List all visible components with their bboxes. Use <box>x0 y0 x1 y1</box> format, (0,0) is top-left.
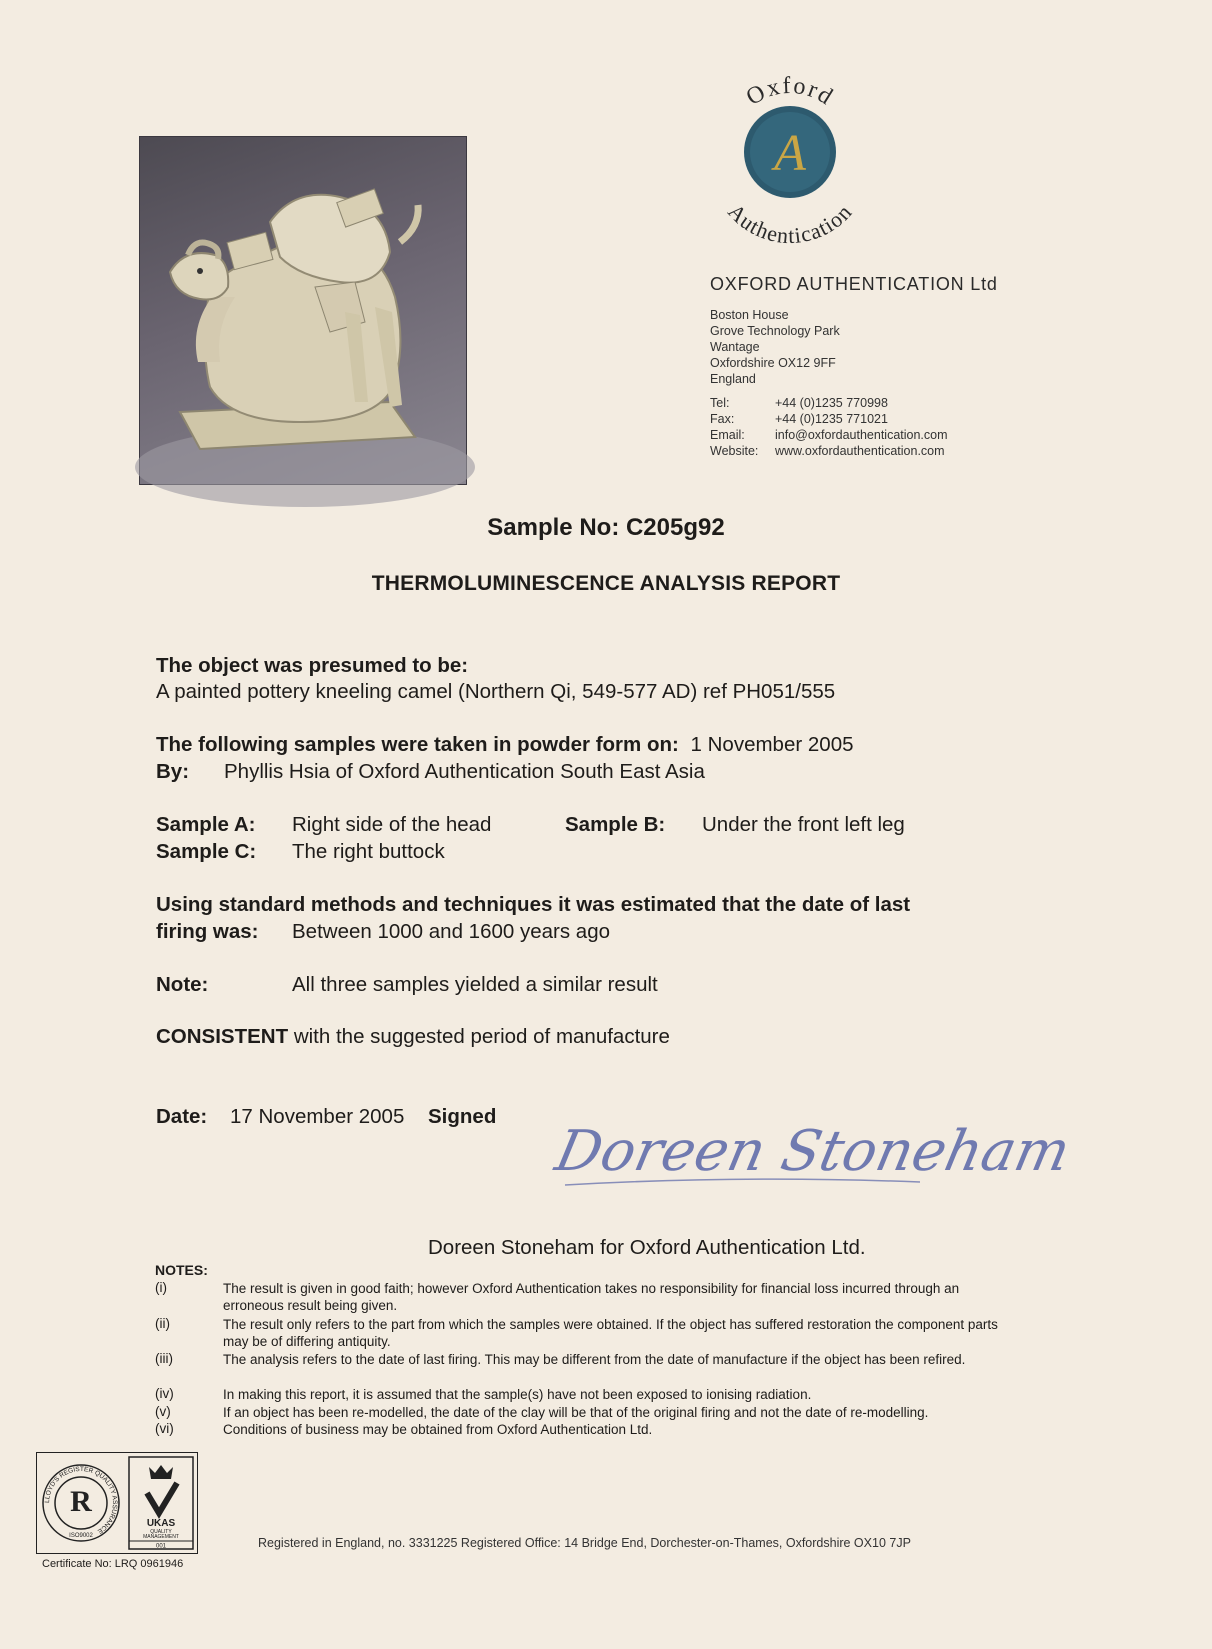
note-text: If an object has been re-modelled, the date of the clay will be that of the original firing and not the date of re-modelling. <box>223 1405 929 1420</box>
note-text: The result only refers to the part from which the samples were obtained. If the object has suffered restoration the component parts may be of differing antiquity. <box>223 1317 998 1349</box>
address-line: England <box>710 372 756 386</box>
tel-value: +44 (0)1235 770998 <box>775 396 888 410</box>
consistent-rest: with the suggested period of manufacture <box>293 1025 670 1048</box>
by-label: By: <box>156 760 190 783</box>
estimate-value: Between 1000 and 1600 years ago <box>292 920 611 943</box>
note-number: (ii) <box>155 1316 170 1331</box>
note-text: In making this report, it is assumed that the sample(s) have not been exposed to ionising radiation. <box>223 1387 812 1402</box>
oxford-authentication-logo <box>690 68 890 248</box>
website-value: www.oxfordauthentication.com <box>775 444 945 458</box>
estimate-label: firing was: <box>156 920 259 943</box>
svg-text:LLOYD'S REGISTER QUALITY ASSUR: LLOYD'S REGISTER QUALITY ASSURANCE <box>43 1465 119 1535</box>
note-number: (iii) <box>155 1351 173 1366</box>
notes-heading: NOTES: <box>155 1262 208 1278</box>
sample-a-label: Sample A: <box>156 813 256 836</box>
samples-taken-label: The following samples were taken in powder form on: <box>156 733 679 756</box>
note-number: (iv) <box>155 1386 174 1401</box>
registered-office: Registered in England, no. 3331225 Registered Office: 14 Bridge End, Dorchester-on-Thames, Oxfordshire OX10 7JP <box>258 1536 911 1550</box>
certification-logos <box>36 1452 198 1554</box>
presumed-label: The object was presumed to be: <box>156 654 469 677</box>
note-text: The result is given in good faith; however Oxford Authentication takes no responsibility for financial loss incurred through an erroneous result being given. <box>223 1281 960 1313</box>
consistent-line <box>156 1025 670 1049</box>
by-value: Phyllis Hsia of Oxford Authentication South East Asia <box>224 760 705 783</box>
presumed-value: A painted pottery kneeling camel (Northern Qi, 549-577 AD) ref PH051/555 <box>156 680 836 703</box>
lrqa-ukas-seals <box>37 1453 197 1553</box>
signer-name: Doreen Stoneham for Oxford Authentication Ltd. <box>428 1236 866 1259</box>
date-value: 17 November 2005 <box>230 1105 405 1128</box>
svg-text:QUALITY: QUALITY <box>150 1529 172 1535</box>
company-name: OXFORD AUTHENTICATION Ltd <box>710 274 998 294</box>
fax-value: +44 (0)1235 771021 <box>775 412 888 426</box>
note-text: Conditions of business may be obtained from Oxford Authentication Ltd. <box>223 1422 653 1437</box>
note-text: The analysis refers to the date of last firing. This may be different from the date of manufacture if the object has been refired. <box>223 1352 966 1367</box>
svg-text:Doreen Stoneham: Doreen Stoneham <box>550 1118 1076 1184</box>
note-number: (i) <box>155 1280 167 1295</box>
certificate-number: Certificate No: LRQ 0961946 <box>42 1558 184 1570</box>
object-photo <box>140 137 466 484</box>
note-number: (v) <box>155 1404 171 1419</box>
svg-text:R: R <box>70 1485 92 1518</box>
sample-number: Sample No: C205g92 <box>487 514 725 541</box>
svg-text:Oxford: Oxford <box>742 72 839 112</box>
website-label: Website: <box>710 444 759 458</box>
svg-text:MANAGEMENT: MANAGEMENT <box>143 1534 179 1540</box>
note-number: (vi) <box>155 1421 174 1436</box>
signed-label: Signed <box>428 1105 497 1128</box>
tel-label: Tel: <box>710 396 730 410</box>
sample-b-label: Sample B: <box>565 813 666 836</box>
fax-label: Fax: <box>710 412 735 426</box>
sample-c-value: The right buttock <box>292 840 445 863</box>
svg-text:001: 001 <box>155 1543 167 1550</box>
samples-taken-date: 1 November 2005 <box>690 733 854 756</box>
consistent-bold: CONSISTENT <box>156 1025 289 1048</box>
logo-mark <box>690 68 890 248</box>
handwritten-signature <box>550 1090 1076 1200</box>
email-value: info@oxfordauthentication.com <box>775 428 948 442</box>
date-label: Date: <box>156 1105 208 1128</box>
samples-taken-line <box>156 733 854 757</box>
address-line: Oxfordshire OX12 9FF <box>710 356 836 370</box>
address-line: Wantage <box>710 340 760 354</box>
camel-figurine-image <box>140 137 466 484</box>
email-label: Email: <box>710 428 745 442</box>
sample-b-value: Under the front left leg <box>702 813 905 836</box>
svg-text:A: A <box>774 125 806 182</box>
estimate-line: Using standard methods and techniques it was estimated that the date of last <box>156 893 911 916</box>
signature-graphic <box>550 1090 1076 1200</box>
svg-text:UKAS: UKAS <box>146 1518 176 1529</box>
svg-text:ISO9002: ISO9002 <box>69 1533 93 1539</box>
address-line: Grove Technology Park <box>710 324 840 338</box>
note-label: Note: <box>156 973 209 996</box>
svg-text:Authentication: Authentication <box>723 198 857 248</box>
address-line: Boston House <box>710 308 789 322</box>
note-value: All three samples yielded a similar result <box>292 973 658 996</box>
sample-a-value: Right side of the head <box>292 813 492 836</box>
report-title: THERMOLUMINESCENCE ANALYSIS REPORT <box>371 572 841 595</box>
sample-c-label: Sample C: <box>156 840 257 863</box>
